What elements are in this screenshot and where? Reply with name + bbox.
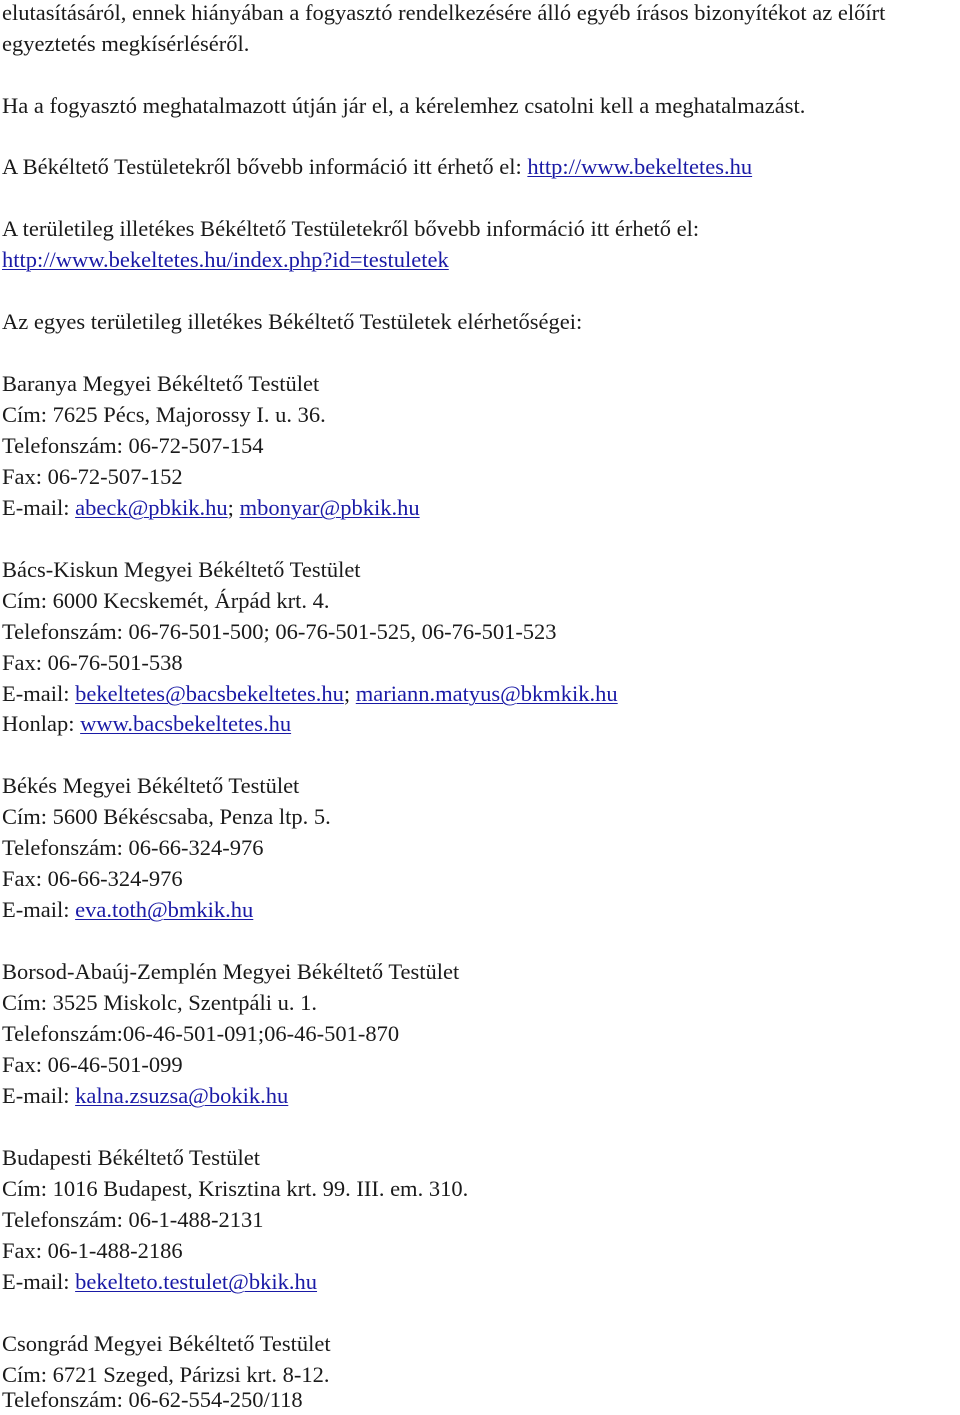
fax-value: 06-66-324-976 — [47, 866, 183, 891]
board-fax — [2, 463, 183, 491]
board-phone — [2, 618, 557, 646]
board-website — [2, 710, 291, 738]
address-label: Cím: — [2, 804, 53, 829]
address-label: Cím: — [2, 990, 53, 1015]
address-value: 5600 Békéscsaba, Penza ltp. 5. — [52, 804, 331, 829]
fax-label: Fax: — [2, 866, 48, 891]
phone-value: 06-66-324-976 — [128, 835, 264, 860]
website-label: Honlap: — [2, 711, 81, 736]
phone-label: Telefonszám: — [2, 619, 129, 644]
address-value: 1016 Budapest, Krisztina krt. 99. III. em. 310. — [52, 1176, 469, 1201]
email-link[interactable]: kalna.zsuzsa@bokik.hu — [75, 1083, 289, 1108]
board-name-bacs-kiskun: Bács-Kiskun Megyei Békéltető Testület — [2, 557, 361, 582]
board-address — [2, 1361, 329, 1389]
email-label: E-mail: — [2, 495, 76, 520]
phone-label: Telefonszám: — [2, 1387, 129, 1412]
email-label: E-mail: — [2, 681, 76, 706]
board-email — [2, 494, 420, 522]
phone-value: 06-46-501-091;06-46-501-870 — [122, 1021, 400, 1046]
more-info-paragraph — [2, 153, 752, 181]
board-email — [2, 1268, 317, 1296]
fax-label: Fax: — [2, 650, 48, 675]
address-value: 7625 Pécs, Majorossy I. u. 36. — [52, 402, 326, 427]
board-phone — [2, 1206, 263, 1234]
address-label: Cím: — [2, 402, 53, 427]
board-name-bekes: Békés Megyei Békéltető Testület — [2, 773, 300, 798]
regional-info-text: A területileg illetékes Békéltető Testületekről bővebb információ itt érhető el: — [2, 216, 700, 241]
board-fax — [2, 1237, 183, 1265]
address-label: Cím: — [2, 588, 53, 613]
email-label: E-mail: — [2, 1269, 76, 1294]
board-address — [2, 587, 329, 615]
bekeltetes-link[interactable]: http://www.bekeltetes.hu — [527, 154, 753, 179]
address-value: 6721 Szeged, Párizsi krt. 8-12. — [52, 1362, 330, 1387]
board-email — [2, 896, 253, 924]
regional-info-line — [2, 246, 449, 274]
board-fax — [2, 865, 183, 893]
phone-value: 06-72-507-154 — [128, 433, 264, 458]
phone-value: 06-1-488-2131 — [128, 1207, 264, 1232]
board-name-budapest: Budapesti Békéltető Testület — [2, 1145, 260, 1170]
email-label: E-mail: — [2, 1083, 76, 1108]
email-link[interactable]: bekeltetes@bacsbekeltetes.hu — [75, 681, 344, 706]
board-address — [2, 989, 317, 1017]
board-name-csongrad: Csongrád Megyei Békéltető Testület — [2, 1331, 331, 1356]
email-link[interactable]: abeck@pbkik.hu — [75, 495, 228, 520]
address-label: Cím: — [2, 1362, 53, 1387]
phone-label: Telefonszám: — [2, 1207, 129, 1232]
board-phone — [2, 432, 263, 460]
website-link[interactable]: www.bacsbekeltetes.hu — [80, 711, 292, 736]
board-address — [2, 803, 331, 831]
fax-value: 06-1-488-2186 — [47, 1238, 183, 1263]
board-phone — [2, 1386, 303, 1414]
board-name-borsod: Borsod-Abaúj-Zemplén Megyei Békéltető Testület — [2, 959, 460, 984]
board-email — [2, 680, 618, 708]
address-label: Cím: — [2, 1176, 53, 1201]
intro-line-1: elutasításáról, ennek hiányában a fogyasztó rendelkezésére álló egyéb írásos bizonyítékot az előírt — [2, 0, 886, 25]
board-fax — [2, 649, 183, 677]
email-link[interactable]: mbonyar@pbkik.hu — [239, 495, 420, 520]
email-label: E-mail: — [2, 897, 76, 922]
fax-value: 06-46-501-099 — [47, 1052, 183, 1077]
email-link[interactable]: bekelteto.testulet@bkik.hu — [75, 1269, 318, 1294]
regional-boards-link[interactable]: http://www.bekeltetes.hu/index.php?id=testuletek — [2, 247, 449, 272]
fax-label: Fax: — [2, 464, 48, 489]
board-phone — [2, 834, 263, 862]
address-value: 3525 Miskolc, Szentpáli u. 1. — [52, 990, 317, 1015]
contacts-heading: Az egyes területileg illetékes Békéltető Testületek elérhetőségei: — [2, 309, 583, 334]
fax-value: 06-72-507-152 — [47, 464, 183, 489]
fax-value: 06-76-501-538 — [47, 650, 183, 675]
board-fax — [2, 1051, 183, 1079]
board-email — [2, 1082, 288, 1110]
email-link[interactable]: mariann.matyus@bkmkik.hu — [355, 681, 618, 706]
board-name-baranya: Baranya Megyei Békéltető Testület — [2, 371, 320, 396]
address-value: 6000 Kecskemét, Árpád krt. 4. — [52, 588, 330, 613]
phone-value: 06-76-501-500; 06-76-501-525, 06-76-501-523 — [128, 619, 557, 644]
intro-line-2: egyeztetés megkísérléséről. — [2, 31, 250, 56]
fax-label: Fax: — [2, 1238, 48, 1263]
phone-label: Telefonszám: — [2, 835, 129, 860]
phone-label: Telefonszám: — [2, 1021, 123, 1046]
board-phone — [2, 1020, 399, 1048]
board-address — [2, 1175, 468, 1203]
phone-value: 06-62-554-250/118 — [128, 1387, 303, 1412]
email-link[interactable]: eva.toth@bmkik.hu — [75, 897, 254, 922]
fax-label: Fax: — [2, 1052, 48, 1077]
email-separator: ; — [343, 681, 356, 706]
more-info-text: A Békéltető Testületekről bővebb információ itt érhető el: — [2, 154, 528, 179]
board-address — [2, 401, 326, 429]
email-separator: ; — [227, 495, 240, 520]
power-of-attorney-paragraph: Ha a fogyasztó meghatalmazott útján jár el, a kérelemhez csatolni kell a meghatalmazást. — [2, 93, 806, 118]
phone-label: Telefonszám: — [2, 433, 129, 458]
